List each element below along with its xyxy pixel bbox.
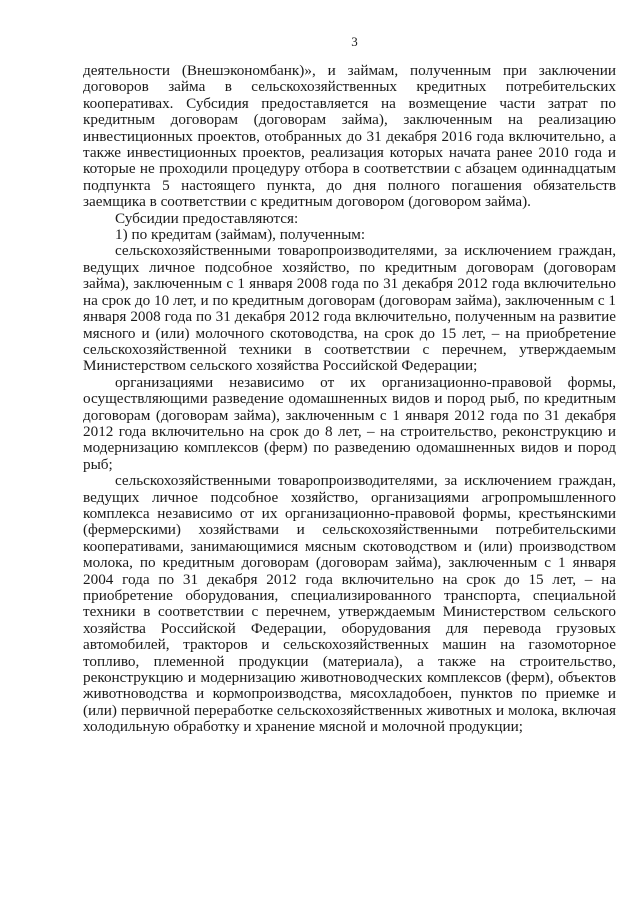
paragraph-fish-breeding: организациями независимо от их организационно-правовой формы, осуществляющими разведение одомашненных видов и пород рыб, по кредитным договорам (договорам займа), заключенным с 1 января 2012 года по 31 декабря 2012 года включительно на срок до 8 лет, – на строительство, реконструкцию и модернизацию комплексов (ферм) по разведению одомашненных видов и пород рыб; (83, 373, 616, 473)
paragraph-continuation: деятельности (Внешэкономбанк)», и займам, полученным при заключении договоров займа в сельскохозяйственных кредитных потребительских кооперативах. Субсидия предоставляется на возмещение части затрат по кредитным договорам (договорам займа), заключенным на реализацию инвестиционных проектов, отобранных до 31 декабря 2016 года включительно, а также инвестиционных проектов, реализация которых начата ранее 2010 года и которые не проходили процедуру отбора в соответствии с абзацем одиннадцатым подпункта 5 настоящего пункта, до дня полного погашения обязательств заемщика в соответствии с кредитным договором (договором займа). (83, 62, 616, 211)
document-body (83, 63, 616, 736)
page-number: 3 (351, 34, 358, 49)
paragraph-item-1: 1) по кредитам (займам), полученным: (115, 226, 366, 244)
paragraph-livestock: сельскохозяйственными товаропроизводителями, за исключением граждан, ведущих личное подсобное хозяйство, организациями агропромышленного комплекса независимо от их организационно-правовой формы, крестьянскими (фермерскими) хозяйствами и сельскохозяйственными потребительскими кооперативами, занимающимися мясным скотоводством и (или) производством молока, по кредитным договорам (договорам займа), заключенным с 1 января 2004 года по 31 декабря 2012 года включительно на срок до 15 лет, – на приобретение оборудования, специализированного транспорта, специальной техники в соответствии с перечнем, утверждаемым Министерством сельского хозяйства Российской Федерации, оборудования для перевода грузовых автомобилей, тракторов и сельскохозяйственных машин на газомоторное топливо, племенной продукции (материала), а также на строительство, реконструкцию и модернизацию животноводческих комплексов (ферм), объектов животноводства и кормопроизводства, мясохладобоен, пунктов по приемке и (или) первичной переработке сельскохозяйственных животных и молока, включая холодильную обработку и хранение мясной и молочной продукции; (83, 472, 616, 736)
paragraph-subsidies-intro: Субсидии предоставляются: (115, 209, 299, 227)
paragraph-agri-producers: сельскохозяйственными товаропроизводителями, за исключением граждан, ведущих личное подсобное хозяйство, по кредитным договорам (договорам займа), заключенным с 1 января 2008 года по 31 декабря 2012 года включительно на срок до 10 лет, и по кредитным договорам (договорам займа), заключенным с 1 января 2008 года по 31 декабря 2012 года включительно, полученным на развитие мясного и (или) молочного скотоводства, на срок до 15 лет, – на приобретение сельскохозяйственной техники в соответствии с перечнем, утверждаемым Министерством сельского хозяйства Российской Федерации; (83, 242, 616, 375)
